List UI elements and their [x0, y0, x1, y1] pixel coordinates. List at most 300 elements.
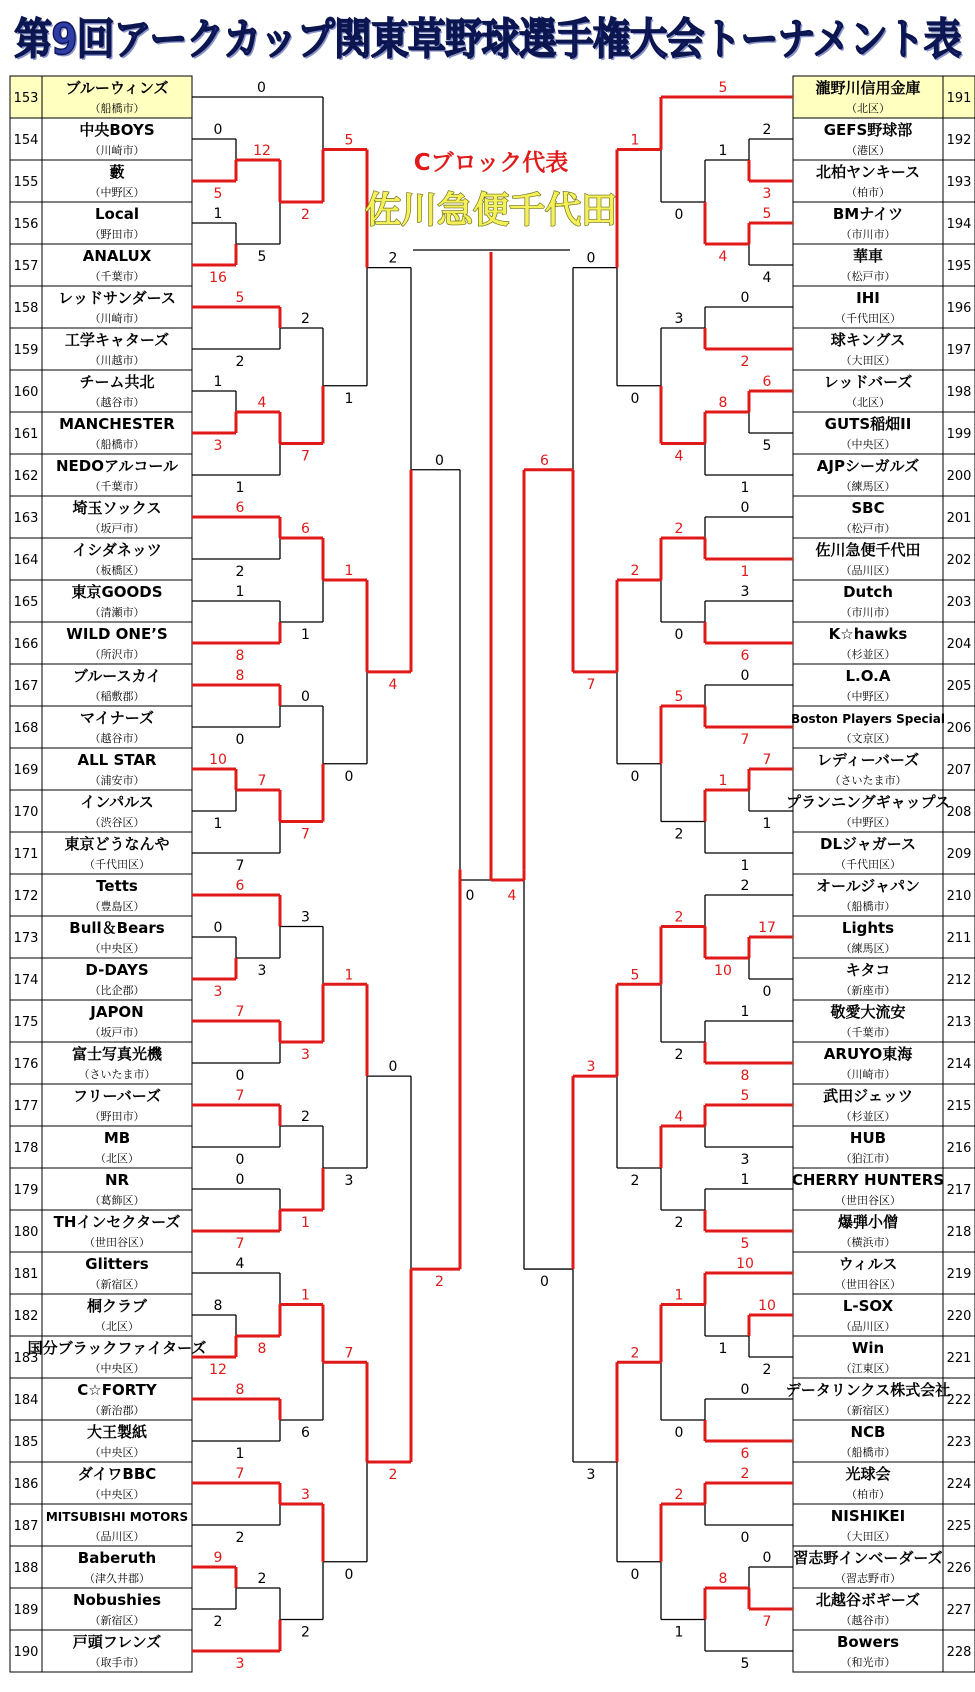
match-score: 3 [740, 1152, 750, 1168]
team-city: （中央区） [89, 1362, 145, 1375]
team-seed: 184 [13, 1393, 39, 1408]
team-name: NEDOアルコール [55, 457, 179, 475]
match-score: 2 [674, 826, 684, 843]
team-city: （新宿区） [89, 1614, 145, 1627]
team-seed: 209 [946, 847, 972, 862]
team-seed: 155 [13, 175, 39, 190]
team-name: AJPシーガルズ [816, 457, 920, 475]
match-score: 3 [586, 1059, 596, 1076]
match-score: 1 [344, 390, 354, 407]
team-city: （狛江市） [840, 1152, 896, 1165]
match-score: 0 [235, 1172, 245, 1188]
match-score: 2 [257, 1571, 267, 1587]
team-name: BMナイツ [832, 205, 904, 223]
match-score: 1 [762, 816, 772, 832]
team-seed: 170 [13, 805, 39, 820]
team-seed: 207 [946, 763, 972, 778]
team-name: MITSUBISHI MOTORS [45, 1510, 189, 1524]
match-score: 3 [213, 438, 223, 454]
team-city: （世田谷区） [835, 1194, 901, 1207]
match-score: 0 [465, 888, 475, 904]
match-score: 5 [762, 438, 772, 454]
team-seed: 158 [13, 301, 39, 316]
team-seed: 199 [946, 427, 972, 442]
team-city: （新宿区） [89, 1278, 145, 1291]
team-city: （さいたま市） [78, 1068, 156, 1081]
match-score: 0 [740, 1382, 750, 1398]
match-score: 5 [674, 689, 684, 705]
match-score: 6 [301, 1425, 310, 1441]
team-name: 藪 [109, 163, 125, 181]
team-name: データリンクス株式会社 [785, 1381, 951, 1399]
team-city: （津久井郡） [84, 1572, 150, 1585]
team-seed: 202 [946, 553, 972, 568]
team-name: MANCHESTER [59, 415, 175, 433]
match-score: 12 [253, 143, 271, 159]
match-score: 7 [762, 1614, 772, 1630]
team-seed: 161 [13, 427, 39, 442]
match-score: 2 [630, 1345, 640, 1362]
match-score: 0 [435, 452, 444, 469]
match-score: 1 [718, 773, 728, 789]
team-seed: 154 [13, 133, 39, 148]
team-seed: 215 [946, 1099, 972, 1114]
match-score: 1 [301, 1287, 310, 1304]
match-score: 1 [344, 563, 354, 579]
team-city: （越谷市） [89, 396, 145, 409]
match-score: 17 [758, 920, 776, 936]
page-title: 第9回アークカップ関東草野球選手権大会トーナメント表 [14, 14, 961, 65]
team-seed: 196 [946, 301, 972, 316]
match-score: 1 [235, 480, 245, 496]
team-name: レッドバーズ [823, 373, 913, 391]
team-name: Tetts [96, 877, 138, 895]
match-score: 2 [674, 521, 684, 537]
team-name: JAPON [90, 1003, 144, 1021]
team-seed: 204 [946, 637, 972, 652]
match-score: 0 [257, 80, 266, 96]
match-score: 0 [235, 1068, 245, 1084]
team-seed: 227 [946, 1603, 972, 1618]
team-name: ARUYO東海 [823, 1045, 913, 1063]
match-score: 5 [630, 967, 640, 984]
team-city: （千葉市） [840, 1026, 896, 1039]
team-city: （川崎市） [89, 312, 145, 325]
team-city: （中央区） [89, 1488, 145, 1501]
match-score: 5 [235, 290, 245, 306]
team-city: （さいたま市） [829, 774, 907, 787]
team-city: （坂戸市） [89, 522, 145, 535]
match-score: 4 [674, 448, 684, 465]
team-seed: 201 [946, 511, 972, 526]
match-score: 5 [740, 1236, 750, 1252]
team-city: （川崎市） [89, 144, 145, 157]
team-city: （所沢市） [89, 648, 145, 661]
match-score: 6 [235, 500, 245, 516]
team-name: レッドサンダース [58, 289, 176, 307]
match-score: 8 [235, 648, 245, 664]
match-score: 1 [674, 1624, 684, 1641]
team-city: （千代田区） [84, 858, 150, 871]
team-name: C☆FORTY [77, 1381, 157, 1399]
team-name: ALL STAR [77, 751, 157, 769]
match-score: 1 [718, 143, 728, 159]
team-name: プランニングギャップス [785, 793, 951, 811]
team-seed: 172 [13, 889, 39, 904]
match-score: 1 [213, 374, 223, 390]
match-score: 12 [209, 1362, 227, 1378]
team-name: 光球会 [845, 1465, 891, 1483]
match-score: 2 [674, 1047, 684, 1063]
team-city: （江東区） [840, 1362, 896, 1375]
match-score: 1 [718, 1341, 728, 1357]
team-city: （新座市） [840, 984, 896, 997]
match-score: 7 [235, 1004, 245, 1020]
match-score: 7 [301, 826, 310, 843]
team-seed: 173 [13, 931, 39, 946]
match-score: 4 [718, 249, 728, 265]
team-seed: 210 [946, 889, 972, 904]
team-name: 桐クラブ [86, 1297, 148, 1315]
team-city: （品川区） [89, 1530, 145, 1543]
match-score: 0 [762, 1550, 772, 1566]
team-name: K☆hawks [828, 625, 908, 643]
team-seed: 181 [13, 1267, 39, 1282]
match-score: 0 [630, 1566, 640, 1583]
match-score: 2 [301, 311, 310, 327]
team-name: Nobushies [72, 1591, 162, 1609]
team-seed: 167 [13, 679, 39, 694]
team-city: （千代田区） [835, 312, 901, 325]
match-score: 3 [213, 984, 223, 1000]
team-name: D-DAYS [85, 961, 149, 979]
team-city: （浦安市） [89, 774, 145, 787]
match-score: 1 [213, 816, 223, 832]
match-score: 3 [235, 1656, 245, 1672]
team-seed: 224 [946, 1477, 972, 1492]
team-name: 北越谷ボギーズ [815, 1591, 921, 1609]
team-city: （習志野市） [835, 1572, 901, 1585]
match-score: 3 [762, 186, 772, 202]
team-city: （北区） [846, 102, 890, 115]
match-score: 8 [718, 1571, 728, 1587]
match-score: 0 [762, 984, 772, 1000]
team-name: Glitters [85, 1255, 149, 1273]
match-score: 10 [209, 752, 227, 768]
team-city: （船橋市） [89, 438, 145, 451]
team-name: 東京GOODS [71, 583, 163, 601]
match-score: 6 [301, 521, 310, 537]
match-score: 6 [540, 452, 549, 469]
team-city: （坂戸市） [89, 1026, 145, 1039]
match-score: 6 [740, 1446, 750, 1462]
match-score: 5 [344, 132, 354, 149]
team-city: （清瀬市） [89, 606, 145, 619]
match-score: 4 [507, 888, 517, 904]
match-score: 2 [388, 1467, 398, 1483]
team-seed: 225 [946, 1519, 972, 1534]
team-name: 佐川急便千代田 [815, 541, 921, 559]
team-seed: 197 [946, 343, 972, 358]
match-score: 2 [435, 1274, 444, 1291]
match-score: 0 [540, 1274, 549, 1291]
match-score: 5 [740, 1656, 750, 1672]
team-seed: 205 [946, 679, 972, 694]
match-score: 2 [740, 354, 750, 370]
match-score: 1 [301, 627, 310, 643]
team-seed: 208 [946, 805, 972, 820]
match-score: 0 [213, 920, 223, 936]
match-score: 7 [301, 448, 310, 465]
team-seed: 186 [13, 1477, 39, 1492]
team-seed: 177 [13, 1099, 39, 1114]
team-name: Boston Players Special [791, 712, 945, 726]
match-score: 2 [301, 1624, 310, 1641]
team-city: （板橋区） [89, 564, 145, 577]
match-score: 0 [674, 627, 684, 643]
team-seed: 180 [13, 1225, 39, 1240]
team-city: （松戸市） [840, 270, 896, 283]
match-score: 8 [213, 1298, 223, 1314]
team-name: WILD ONE’S [66, 625, 168, 643]
team-seed: 168 [13, 721, 39, 736]
team-seed: 153 [13, 91, 39, 106]
match-score: 2 [301, 207, 310, 223]
team-city: （千葉市） [89, 480, 145, 493]
team-name: 東京どうなんや [64, 835, 170, 853]
match-score: 2 [630, 1173, 640, 1189]
match-score: 1 [740, 480, 750, 496]
match-score: 2 [630, 563, 640, 579]
match-score: 0 [344, 1566, 354, 1583]
team-city: （松戸市） [840, 522, 896, 535]
team-seed: 175 [13, 1015, 39, 1030]
team-city: （船橋市） [840, 1446, 896, 1459]
team-name: Bull＆Bears [69, 919, 165, 937]
team-seed: 176 [13, 1057, 39, 1072]
match-score: 1 [674, 1287, 684, 1304]
match-score: 6 [762, 374, 772, 390]
match-score: 4 [674, 1109, 684, 1125]
team-name: MB [103, 1129, 131, 1147]
match-score: 0 [674, 1425, 684, 1441]
team-seed: 218 [946, 1225, 972, 1240]
match-score: 0 [213, 122, 223, 138]
team-name: 瀧野川信用金庫 [815, 79, 921, 97]
match-score: 0 [301, 689, 310, 705]
team-name: 華車 [852, 247, 884, 265]
team-name: レディーバーズ [816, 751, 920, 769]
match-score: 16 [209, 270, 227, 286]
team-seed: 198 [946, 385, 972, 400]
team-seed: 226 [946, 1561, 972, 1576]
team-city: （杉並区） [840, 1110, 896, 1123]
team-seed: 159 [13, 343, 39, 358]
team-name: ダイワBBC [77, 1465, 157, 1483]
team-seed: 221 [946, 1351, 972, 1366]
team-seed: 185 [13, 1435, 39, 1450]
match-score: 2 [213, 1614, 223, 1630]
team-name: インパルス [80, 793, 154, 811]
team-name: Baberuth [77, 1549, 157, 1567]
team-city: （中野区） [89, 186, 145, 199]
match-score: 7 [235, 1236, 245, 1252]
team-name: ANALUX [82, 247, 152, 265]
match-score: 1 [213, 206, 223, 222]
match-score: 2 [740, 878, 750, 894]
team-seed: 214 [946, 1057, 972, 1072]
team-seed: 164 [13, 553, 39, 568]
team-name: 富士写真光機 [71, 1045, 163, 1063]
team-city: （豊島区） [89, 900, 145, 913]
team-name: チーム共北 [79, 373, 155, 391]
match-score: 2 [740, 1466, 750, 1482]
match-score: 5 [718, 80, 728, 96]
match-score: 2 [388, 250, 398, 267]
team-city: （川越市） [89, 354, 145, 367]
team-seed: 203 [946, 595, 972, 610]
match-score: 2 [235, 564, 245, 580]
match-score: 1 [740, 1172, 750, 1188]
team-name: 工学キャターズ [64, 331, 170, 349]
match-score: 10 [758, 1298, 776, 1314]
match-score: 2 [674, 909, 684, 926]
team-name: Dutch [843, 583, 893, 601]
match-score: 4 [388, 676, 398, 693]
team-seed: 182 [13, 1309, 39, 1324]
match-score: 2 [235, 1530, 245, 1546]
match-score: 10 [714, 963, 732, 979]
winner-paths [192, 97, 793, 1651]
match-score: 1 [344, 967, 354, 984]
team-city: （野田市） [89, 228, 145, 241]
match-score: 1 [235, 584, 245, 600]
team-city: （越谷市） [840, 1614, 896, 1627]
team-city: （越谷市） [89, 732, 145, 745]
match-score: 5 [213, 186, 223, 202]
team-name: GUTS稲畑II [824, 415, 912, 433]
team-city: （和光市） [840, 1656, 896, 1669]
match-score: 5 [257, 249, 267, 265]
team-city: （新治郡） [89, 1404, 145, 1417]
team-seed: 171 [13, 847, 39, 862]
match-score: 1 [740, 858, 750, 874]
team-seed: 213 [946, 1015, 972, 1030]
team-seed: 165 [13, 595, 39, 610]
team-city: （市川市） [840, 228, 896, 241]
team-name: キタコ [845, 961, 891, 979]
team-seed: 157 [13, 259, 39, 274]
champion-box [365, 149, 617, 231]
team-seed: 216 [946, 1141, 972, 1156]
team-city: （北区） [95, 1320, 139, 1333]
team-city: （船橋市） [840, 900, 896, 913]
team-city: （柏市） [846, 186, 890, 199]
team-seed: 194 [946, 217, 972, 232]
team-name: 敬愛大流安 [830, 1003, 906, 1021]
team-seed: 174 [13, 973, 39, 988]
team-name: Lights [841, 919, 895, 937]
team-seed: 190 [13, 1645, 39, 1660]
team-name: DLジャガース [820, 835, 916, 853]
team-name: ブルーウィンズ [65, 79, 169, 97]
match-score: 7 [235, 1088, 245, 1104]
team-name: 大王製紙 [86, 1423, 148, 1441]
team-city: （船橋市） [89, 102, 145, 115]
match-score: 0 [235, 732, 245, 748]
match-score: 7 [257, 773, 267, 789]
match-score: 3 [740, 584, 750, 600]
match-score: 3 [301, 909, 310, 926]
team-name: CHERRY HUNTERS [791, 1171, 945, 1189]
team-seed: 223 [946, 1435, 972, 1450]
match-score: 1 [235, 1446, 245, 1462]
team-seed: 169 [13, 763, 39, 778]
team-name: NR [104, 1171, 130, 1189]
team-name: フリーバーズ [73, 1087, 161, 1105]
team-name: マイナーズ [80, 709, 154, 727]
team-name: GEFS野球部 [823, 121, 913, 139]
team-city: （柏市） [846, 1488, 890, 1501]
match-score: 8 [740, 1068, 750, 1084]
match-score: 3 [301, 1047, 310, 1063]
match-score: 4 [235, 1256, 245, 1272]
match-score: 8 [235, 1382, 245, 1398]
team-seed: 179 [13, 1183, 39, 1198]
team-seed: 200 [946, 469, 972, 484]
team-seed: 211 [946, 931, 972, 946]
match-score: 1 [301, 1215, 310, 1231]
team-city: （新宿区） [840, 1404, 896, 1417]
team-name: IHI [856, 289, 880, 307]
match-score: 7 [344, 1345, 354, 1362]
match-score: 3 [301, 1487, 310, 1503]
team-city: （中央区） [89, 942, 145, 955]
team-seed: 156 [13, 217, 39, 232]
team-city: （比企郡） [89, 984, 145, 997]
match-score: 7 [762, 752, 772, 768]
team-name: Local [94, 205, 140, 223]
match-score: 0 [344, 768, 354, 785]
team-city: （中央区） [89, 1446, 145, 1459]
team-city: （川崎市） [840, 1068, 896, 1081]
team-city: （中野区） [840, 690, 896, 703]
match-score: 2 [762, 1362, 772, 1378]
team-name: NCB [850, 1423, 886, 1441]
team-seed: 222 [946, 1393, 972, 1408]
match-score: 7 [235, 1466, 245, 1482]
team-city: （葛飾区） [89, 1194, 145, 1207]
match-score: 2 [235, 354, 245, 370]
team-name: 中央BOYS [79, 121, 155, 139]
team-city: （練馬区） [840, 942, 896, 955]
match-score: 0 [674, 207, 684, 223]
team-city: （中野区） [840, 816, 896, 829]
team-name: NISHIKEI [830, 1507, 906, 1525]
team-name: 埼玉ソックス [72, 499, 162, 517]
match-score: 8 [718, 395, 728, 411]
team-city: （杉並区） [840, 648, 896, 661]
team-city: （渋谷区） [89, 816, 145, 829]
champion-label: Cブロック代表 [413, 150, 569, 176]
match-score: 4 [762, 270, 772, 286]
team-city: （市川市） [840, 606, 896, 619]
team-name: ブルースカイ [72, 667, 162, 685]
team-city: （北区） [846, 396, 890, 409]
match-score: 0 [630, 768, 640, 785]
team-name: 爆弾小僧 [837, 1213, 899, 1231]
team-city: （稲敷郡） [89, 690, 145, 703]
